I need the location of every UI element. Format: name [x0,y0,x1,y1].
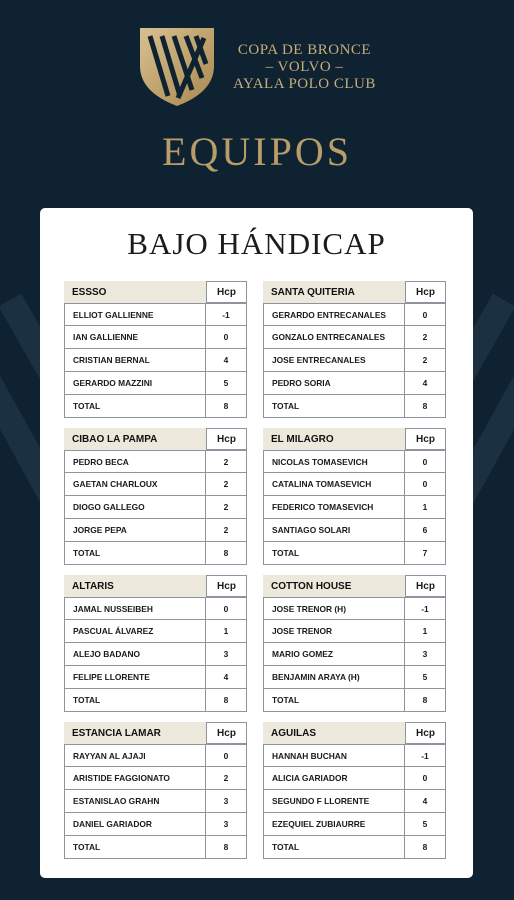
section-title: BAJO HÁNDICAP [127,226,386,261]
player-handicap: 2 [405,326,446,349]
total-label: TOTAL [263,395,405,418]
player-row [263,473,446,496]
player-name: ALEJO BADANO [64,643,206,666]
player-name: CRISTIAN BERNAL [64,349,206,372]
player-handicap: 5 [405,813,446,836]
player-row [64,496,247,519]
player-name: GERARDO ENTRECANALES [263,303,405,326]
player-name: PEDRO BECA [64,450,206,473]
player-row [263,349,446,372]
hcp-column-header: Hcp [405,281,446,303]
player-handicap: 1 [405,620,446,643]
player-handicap: 3 [405,643,446,666]
player-row [64,790,247,813]
player-row [64,767,247,790]
total-handicap: 7 [405,542,446,565]
player-handicap: 0 [405,450,446,473]
player-name: GAETAN CHARLOUX [64,473,206,496]
player-row [263,666,446,689]
team-name: ESSSO [64,281,206,303]
player-handicap: 2 [206,473,247,496]
total-row [263,836,446,859]
player-handicap: 4 [206,666,247,689]
team-name: EL MILAGRO [263,428,405,450]
team-table [64,428,247,565]
player-row [64,643,247,666]
total-row [64,542,247,565]
player-handicap: 3 [206,813,247,836]
team-name: AGUILAS [263,722,405,744]
player-handicap: 0 [206,326,247,349]
team-name: CIBAO LA PAMPA [64,428,206,450]
player-name: GONZALO ENTRECANALES [263,326,405,349]
total-row [263,395,446,418]
team-header [64,575,247,597]
player-row [64,666,247,689]
club-shield-logo [138,26,216,108]
player-row [64,372,247,395]
player-handicap: 2 [206,450,247,473]
total-row [263,542,446,565]
player-name: ALICIA GARIADOR [263,767,405,790]
player-name: IAN GALLIENNE [64,326,206,349]
player-handicap: 0 [405,473,446,496]
player-name: DIOGO GALLEGO [64,496,206,519]
player-handicap: 2 [206,519,247,542]
brand-line-3: AYALA POLO CLUB [233,76,376,92]
player-name: FEDERICO TOMASEVICH [263,496,405,519]
player-name: JOSE TRENOR [263,620,405,643]
team-table [64,281,247,418]
player-name: BENJAMIN ARAYA (H) [263,666,405,689]
player-handicap: 6 [405,519,446,542]
player-name: JORGE PEPA [64,519,206,542]
tournament-name [222,42,387,93]
player-row [263,372,446,395]
player-handicap: 5 [405,666,446,689]
player-row [263,790,446,813]
header [0,0,514,200]
team-header [64,428,247,450]
team-header [263,281,446,303]
team-name: SANTA QUITERIA [263,281,405,303]
player-name: HANNAH BUCHAN [263,744,405,767]
player-name: RAYYAN AL AJAJI [64,744,206,767]
total-label: TOTAL [64,836,206,859]
player-name: JAMAL NUSSEIBEH [64,597,206,620]
hcp-column-header: Hcp [405,575,446,597]
page-title: EQUIPOS [162,129,352,174]
player-row [263,450,446,473]
player-handicap: -1 [405,744,446,767]
teams-card [40,208,473,878]
player-row [64,597,247,620]
player-name: EZEQUIEL ZUBIAURRE [263,813,405,836]
hcp-column-header: Hcp [206,575,247,597]
player-handicap: 3 [206,643,247,666]
team-table [263,281,446,418]
team-name: COTTON HOUSE [263,575,405,597]
player-name: JOSE ENTRECANALES [263,349,405,372]
total-handicap: 8 [405,836,446,859]
player-name: ESTANISLAO GRAHN [64,790,206,813]
player-row [64,519,247,542]
player-row [263,597,446,620]
player-name: FELIPE LLORENTE [64,666,206,689]
player-row [263,519,446,542]
total-label: TOTAL [263,836,405,859]
brand-line-1: COPA DE BRONCE [237,42,372,58]
player-name: JOSE TRENOR (H) [263,597,405,620]
player-row [263,643,446,666]
player-row [263,767,446,790]
player-handicap: 4 [405,372,446,395]
total-label: TOTAL [64,689,206,712]
total-label: TOTAL [263,689,405,712]
total-label: TOTAL [64,542,206,565]
team-header [64,722,247,744]
player-name: NICOLAS TOMASEVICH [263,450,405,473]
team-name: ESTANCIA LAMAR [64,722,206,744]
player-row [64,303,247,326]
hcp-column-header: Hcp [206,428,247,450]
player-name: SANTIAGO SOLARI [263,519,405,542]
player-row [64,744,247,767]
player-handicap: -1 [405,597,446,620]
team-table [263,428,446,565]
hcp-column-header: Hcp [206,722,247,744]
player-handicap: 0 [206,744,247,767]
hcp-column-header: Hcp [206,281,247,303]
player-handicap: 5 [206,372,247,395]
team-header [64,281,247,303]
player-name: CATALINA TOMASEVICH [263,473,405,496]
player-row [64,473,247,496]
player-handicap: 2 [405,349,446,372]
total-handicap: 8 [206,542,247,565]
total-handicap: 8 [206,689,247,712]
player-row [64,326,247,349]
player-handicap: 4 [206,349,247,372]
team-table [64,722,247,859]
player-row [263,813,446,836]
team-table [64,575,247,712]
player-handicap: 1 [405,496,446,519]
player-handicap: 2 [206,496,247,519]
total-label: TOTAL [64,395,206,418]
player-handicap: 2 [206,767,247,790]
player-name: MARIO GOMEZ [263,643,405,666]
hcp-column-header: Hcp [405,428,446,450]
team-table [263,575,446,712]
total-handicap: 8 [405,395,446,418]
team-table [263,722,446,859]
player-name: PEDRO SORIA [263,372,405,395]
player-row [64,349,247,372]
total-row [64,836,247,859]
player-row [64,450,247,473]
total-handicap: 8 [405,689,446,712]
player-handicap: 0 [206,597,247,620]
brand-line-2: – VOLVO – [265,59,344,75]
team-header [263,722,446,744]
player-row [263,744,446,767]
player-handicap: 1 [206,620,247,643]
player-name: GERARDO MAZZINI [64,372,206,395]
player-row [263,496,446,519]
player-name: SEGUNDO F LLORENTE [263,790,405,813]
player-name: PASCUAL ÁLVAREZ [64,620,206,643]
player-handicap: 4 [405,790,446,813]
player-handicap: 0 [405,303,446,326]
team-header [263,428,446,450]
player-name: ARISTIDE FAGGIONATO [64,767,206,790]
total-handicap: 8 [206,836,247,859]
player-handicap: 0 [405,767,446,790]
total-handicap: 8 [206,395,247,418]
player-row [263,326,446,349]
player-handicap: -1 [206,303,247,326]
team-header [263,575,446,597]
player-row [64,813,247,836]
team-name: ALTARIS [64,575,206,597]
total-row [64,395,247,418]
player-name: ELLIOT GALLIENNE [64,303,206,326]
player-name: DANIEL GARIADOR [64,813,206,836]
total-row [64,689,247,712]
player-row [263,620,446,643]
hcp-column-header: Hcp [405,722,446,744]
total-row [263,689,446,712]
player-row [263,303,446,326]
player-row [64,620,247,643]
player-handicap: 3 [206,790,247,813]
total-label: TOTAL [263,542,405,565]
